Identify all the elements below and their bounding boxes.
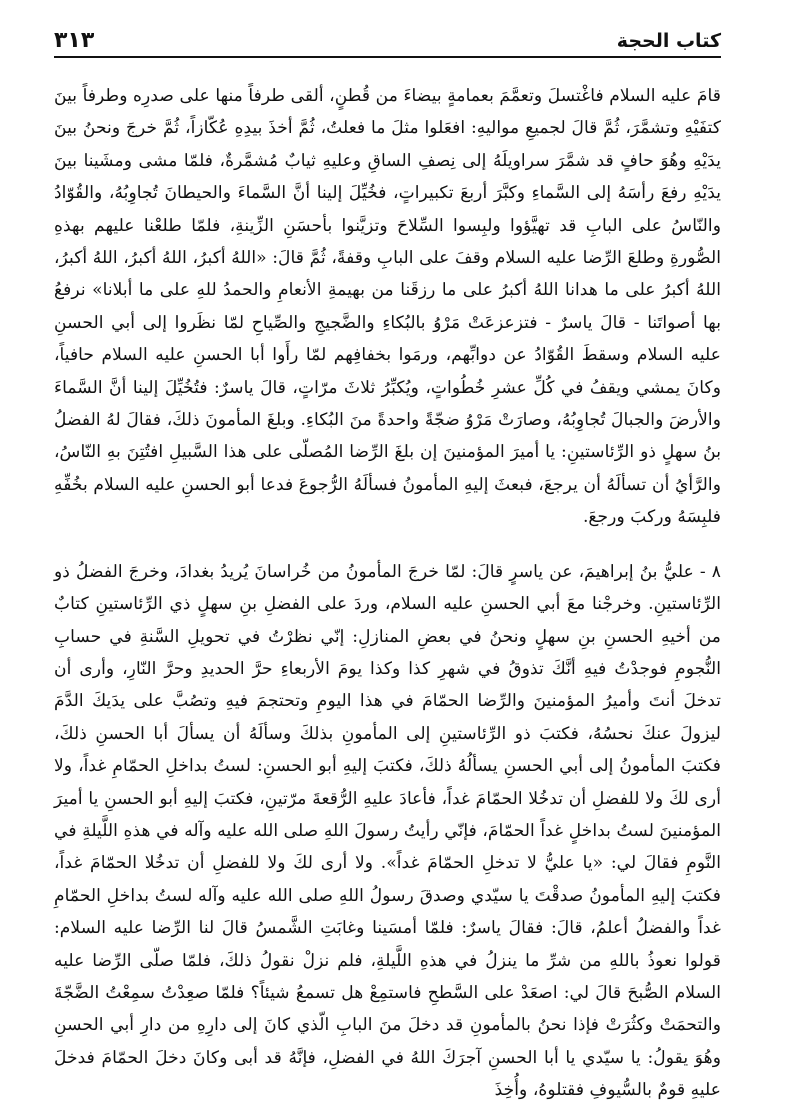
page-number: ٣١٣ xyxy=(54,28,95,53)
book-title: كتاب الحجة xyxy=(616,30,721,52)
paragraph-hadith-8: ٨ - عليُّ بنُ إبراهيمَ، عن ياسرٍ قالَ: لمّا خرجَ المأمونُ من خُراسانَ يُريدُ بغدادَ، وخرجَ الفضلُ ذو الرِّئاستينِ. وخرجْنا معَ أبي الحسنِ عليه السلام، وردَ على الفضلِ بنِ سهلٍ ذي الرِّئاستينِ كتابٌ من أخيهِ الحسنِ بنِ سهلٍ ونحنُ في بعضِ المنازلِ: إنّي نظرْتُ في تحويلِ السَّنةِ في حسابِ النُّجومِ فوجدْتُ فيهِ أنَّكَ تذوقُ في شهرِ كذا وكذا يومَ الأربعاءِ حرَّ الحديدِ وحرَّ النّارِ، وأرى أن تدخلَ أنتَ وأميرُ المؤمنينَ والرِّضا الحمّامَ في هذا اليومِ وتحتجمَ فيهِ وتصُبَّ على يدَيكَ الدَّمَ ليزولَ عنكَ نحسُهُ، فكتبَ ذو الرِّئاستينِ إلى المأمونِ بذلكَ وسألَهُ أن يسألَ أبا الحسنِ ذلكَ، فكتبَ المأمونُ إلى أبي الحسنِ يسألُهُ ذلكَ، فكتبَ إليهِ أبو الحسنِ: لستُ بداخلِ الحمّامِ غداً، ولا أرى لكَ ولا للفضلِ أن تدخُلا الحمّامَ غداً، فأعادَ عليهِ الرُّقعةَ مرّتينِ، فكتبَ إليهِ أبو الحسنِ يا أميرَ المؤمنينَ لستُ بداخلٍ غداً الحمّامَ، فإنّي رأيتُ رسولَ اللهِ صلى الله عليه وآله في هذهِ اللَّيلةِ في النَّومِ فقالَ لي: «يا عليُّ لا تدخلِ الحمّامَ غداً». ولا أرى لكَ ولا للفضلِ أن تدخُلا الحمّامَ غداً، فكتبَ إليهِ المأمونُ صدقْتَ يا سيّدي وصدقَ رسولُ اللهِ صلى الله عليه وآله لستُ بداخلِ الحمّامِ غداً والفضلُ أعلمُ، قالَ: فقالَ ياسرٌ: فلمّا أمسَينا وغابَتِ الشَّمسُ قالَ لنا الرِّضا عليه السلام: قولوا نعوذُ باللهِ من شرِّ ما ينزلُ في هذهِ اللَّيلةِ، فلم نزلْ نقولُ ذلكَ، فلمّا صلّى الرِّضا عليه السلام الصُّبحَ قالَ لي: اصعَدْ على السَّطحِ فاستمِعْ هل تسمعُ شيئاً؟ فلمّا صعِدْتُ سمِعْتُ الضَّجّةَ والتحمَتْ وكثُرَتْ فإذا نحنُ بالمأمونِ قد دخلَ منَ البابِ الّذي كانَ إلى دارِهِ من دارِ أبي الحسنِ وهُوَ يقولُ: يا سيّدي يا أبا الحسنِ آجرَكَ اللهُ في الفضلِ، فإنَّهُ قد أبى وكانَ دخلَ الحمّامَ فدخلَ عليهِ قومٌ بالسُّيوفِ فقتلوهُ، وأُخِذَ xyxy=(54,561,721,1101)
main-text xyxy=(54,80,721,1107)
running-header xyxy=(54,22,721,58)
paragraph-continuation: قامَ عليه السلام فاغْتسلَ وتعمَّمَ بعمامةٍ بيضاءَ من قُطنٍ، ألقى طرفاً منها على صدرِه وطرفاً بينَ كتفَيْهِ وتشمَّرَ، ثُمَّ قالَ لجميعِ مواليهِ: افعَلوا مثلَ ما فعلتُ، ثُمَّ أخذَ بيدِهِ عُكّازاً، ثُمَّ خرجَ ونحنُ بينَ يدَيْهِ وهُوَ حافٍ قد شمَّرَ سراويلَهُ إلى نِصفِ الساقِ وعليهِ ثيابٌ مُشمَّرةٌ، فلمّا مشى ومشَينا بينَ يدَيْهِ رفعَ رأسَهُ إلى السَّماءِ وكبَّرَ أربعَ تكبيراتٍ، فخُيِّلَ إلينا أنَّ السَّماءَ والحيطانَ تُجاوِبُهُ، والقُوّادُ والنّاسُ على البابِ قد تهيَّؤوا ولبِسوا السِّلاحَ وتزيَّنوا بأحسَنِ الزِّينةِ، فلمّا طلعْنا عليهم بهذهِ الصُّورةِ وطلعَ الرِّضا عليه السلام وقفَ على البابِ وقفةً، ثُمَّ قالَ: «اللهُ أكبرُ، اللهُ أكبرُ، اللهُ أكبرُ، اللهُ أكبرُ على ما هدانا اللهُ أكبرُ على ما رزقَنا من بهيمةِ الأنعامِ والحمدُ للهِ على ما أبلانا» نرفعُ بها أصواتَنا - قالَ ياسرٌ - فتزعزعَتْ مَرْوُ بالبُكاءِ والضَّجيجِ والصِّياحِ لمّا نظَروا إلى أبي الحسنِ عليه السلام وسقطَ القُوّادُ عن دوابِّهم، ورمَوا بخفافِهم لمّا رأَوا أبا الحسنِ عليه السلام حافياً، وكانَ يمشي ويقفُ في كُلِّ عشرِ خُطُواتٍ، ويُكبِّرُ ثلاثَ مرّاتٍ، قالَ ياسرٌ: فتُخُيِّلَ إلينا أنَّ السَّماءَ والأرضَ والجبالَ تُجاوِبُهُ، وصارَتْ مَرْوُ ضجّةً واحدةً منَ البُكاءِ. وبلغَ المأمونَ ذلكَ، فقالَ لهُ الفضلُ بنُ سهلٍ ذو الرِّئاستينِ: يا أميرَ المؤمنينَ إن بلغَ الرِّضا المُصلّى على هذا السَّبيلِ افتُتِنَ بهِ النّاسُ، والرَّأيُ أن تسألَهُ أن يرجعَ، فبعثَ إليهِ المأمونُ فسألَهُ الرُّجوعَ فدعا أبو الحسنِ عليه السلام بخُفِّهِ فلبِسَهُ وركبَ ورجعَ. xyxy=(54,86,721,528)
paragraph-gap xyxy=(54,534,721,556)
